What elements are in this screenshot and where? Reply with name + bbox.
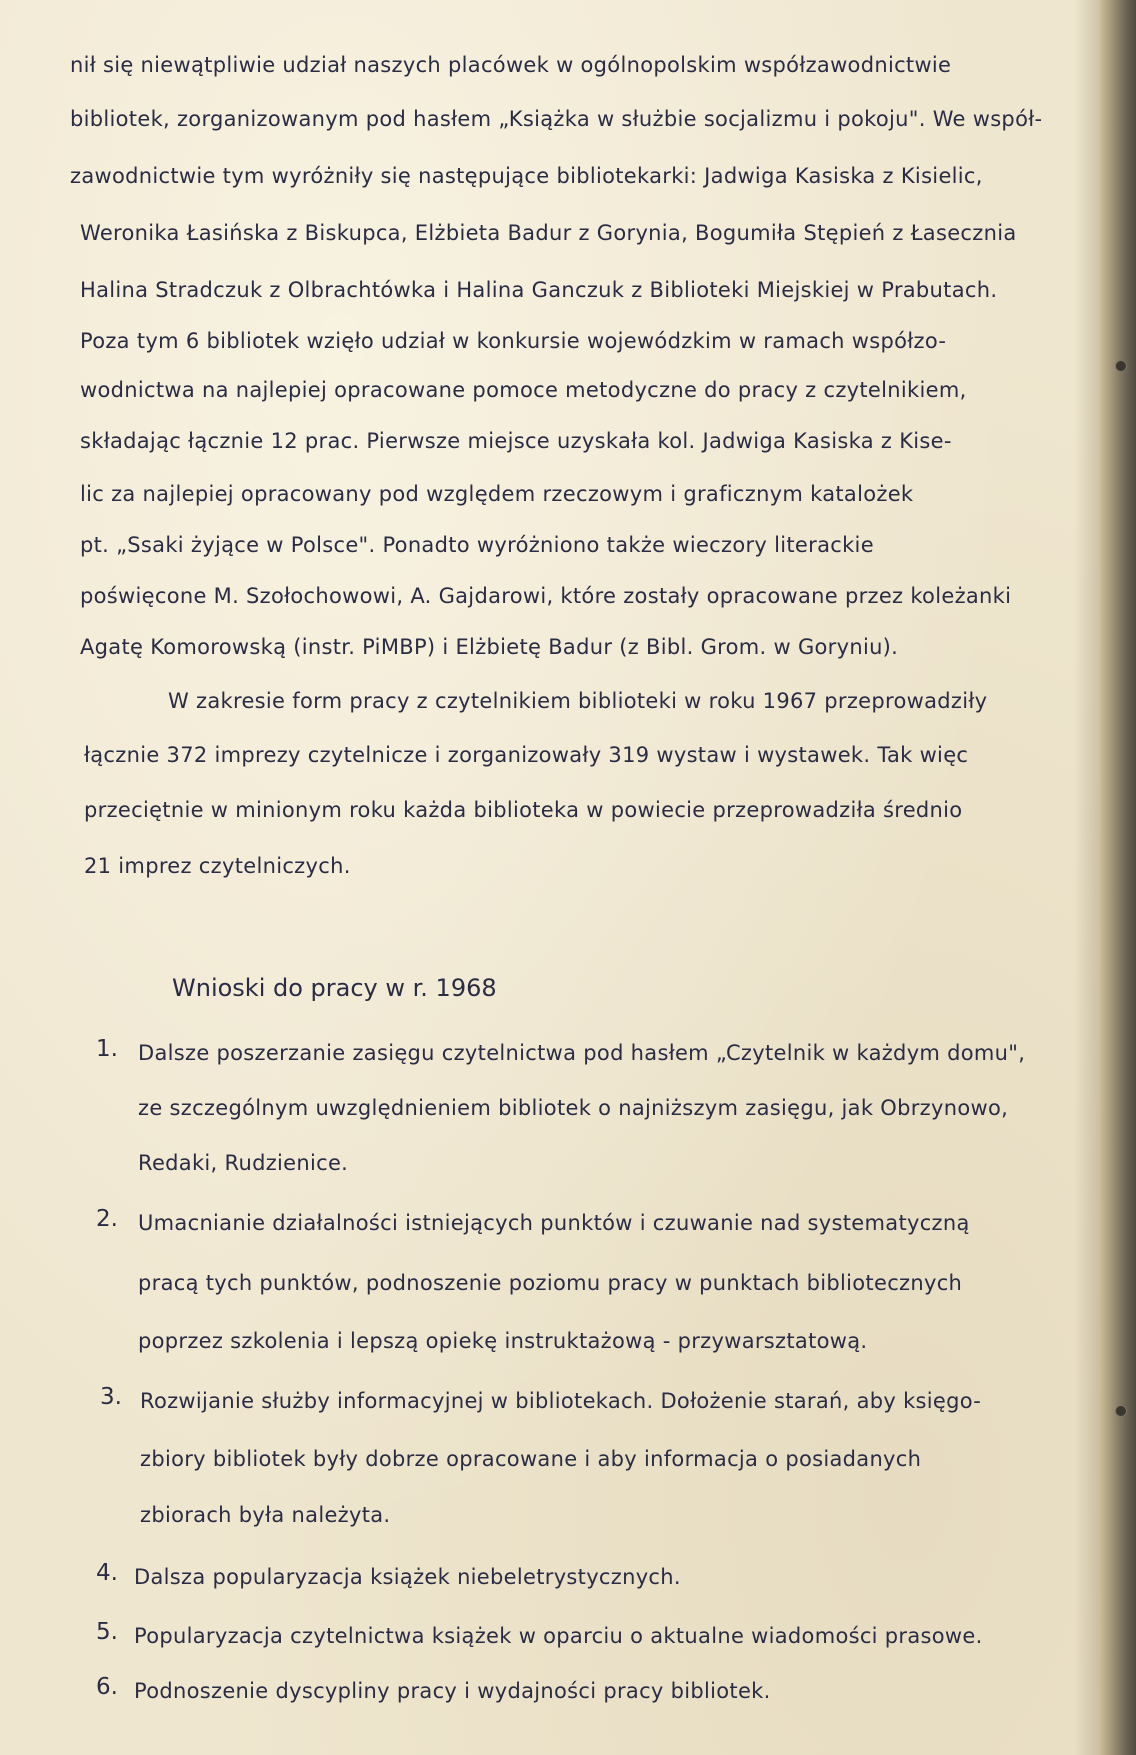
text-line: 21 imprez czytelniczych. <box>84 854 351 878</box>
text-line: pt. „Ssaki żyjące w Polsce". Ponadto wyróżniono także wieczory literackie <box>80 533 874 557</box>
text-line: poprzez szkolenia i lepszą opiekę instruktażową - przywarsztatową. <box>138 1329 868 1353</box>
item-number: 3. <box>100 1384 122 1410</box>
text-line: ze szczególnym uwzględnieniem bibliotek o najniższym zasięgu, jak Obrzynowo, <box>138 1096 1009 1120</box>
text-line: wodnictwa na najlepiej opracowane pomoce metodyczne do pracy z czytelnikiem, <box>80 378 967 402</box>
text-line: bibliotek, zorganizowanym pod hasłem „Książka w służbie socjalizmu i pokoju". We współ- <box>70 107 1043 131</box>
item-number: 6. <box>96 1674 118 1700</box>
text-line: Popularyzacja czytelnictwa książek w oparciu o aktualne wiadomości prasowe. <box>134 1624 983 1648</box>
text-line: pracą tych punktów, podnoszenie poziomu pracy w punktach bibliotecznych <box>138 1271 963 1295</box>
text-line: Dalsza popularyzacja książek niebeletrystycznych. <box>134 1565 681 1589</box>
text-line: Podnoszenie dyscypliny pracy i wydajności pracy bibliotek. <box>134 1679 771 1703</box>
text-line: Poza tym 6 bibliotek wzięło udział w konkursie wojewódzkim w ramach współzo- <box>80 329 947 353</box>
punch-hole <box>1115 1405 1127 1417</box>
binding-shadow <box>1074 0 1100 1755</box>
text-line: zbiorach była należyta. <box>140 1503 391 1527</box>
text-line: lic za najlepiej opracowany pod względem rzeczowym i graficznym katalożek <box>80 482 914 506</box>
text-line: W zakresie form pracy z czytelnikiem biblioteki w roku 1967 przeprowadziły <box>168 689 988 713</box>
text-line: Agatę Komorowską (instr. PiMBP) i Elżbietę Badur (z Bibl. Grom. w Goryniu). <box>80 635 899 659</box>
text-line: poświęcone M. Szołochowowi, A. Gajdarowi, które zostały opracowane przez koleżanki <box>80 584 1012 608</box>
text-line: zawodnictwie tym wyróżniły się następujące bibliotekarki: Jadwiga Kasiska z Kisielic, <box>70 164 983 188</box>
text-line: zbiory bibliotek były dobrze opracowane i aby informacja o posiadanych <box>140 1447 922 1471</box>
item-number: 2. <box>96 1206 118 1232</box>
text-line: łącznie 372 imprezy czytelnicze i zorganizowały 319 wystaw i wystawek. Tak więc <box>84 743 969 767</box>
text-line: Rozwijanie służby informacyjnej w bibliotekach. Dołożenie starań, aby księgo- <box>140 1389 982 1413</box>
section-heading: Wnioski do pracy w r. 1968 <box>172 974 497 1002</box>
page-binding-edge <box>1100 0 1136 1755</box>
text-line: Dalsze poszerzanie zasięgu czytelnictwa pod hasłem „Czytelnik w każdym domu", <box>138 1041 1026 1065</box>
text-line: Weronika Łasińska z Biskupca, Elżbieta Badur z Gorynia, Bogumiła Stępień z Łasecznia <box>80 221 1017 245</box>
item-number: 5. <box>96 1619 118 1645</box>
text-line: Umacnianie działalności istniejących punktów i czuwanie nad systematyczną <box>138 1211 970 1235</box>
punch-hole <box>1115 360 1127 372</box>
text-line: nił się niewątpliwie udział naszych placówek w ogólnopolskim współzawodnictwie <box>70 53 952 77</box>
text-line: Redaki, Rudzienice. <box>138 1151 349 1175</box>
item-number: 4. <box>96 1560 118 1586</box>
text-line: Halina Stradczuk z Olbrachtówka i Halina Ganczuk z Biblioteki Miejskiej w Prabutach. <box>80 278 998 302</box>
item-number: 1. <box>96 1036 118 1062</box>
text-line: składając łącznie 12 prac. Pierwsze miejsce uzyskała kol. Jadwiga Kasiska z Kise- <box>80 429 952 453</box>
text-line: przeciętnie w minionym roku każda biblioteka w powiecie przeprowadziła średnio <box>84 798 963 822</box>
